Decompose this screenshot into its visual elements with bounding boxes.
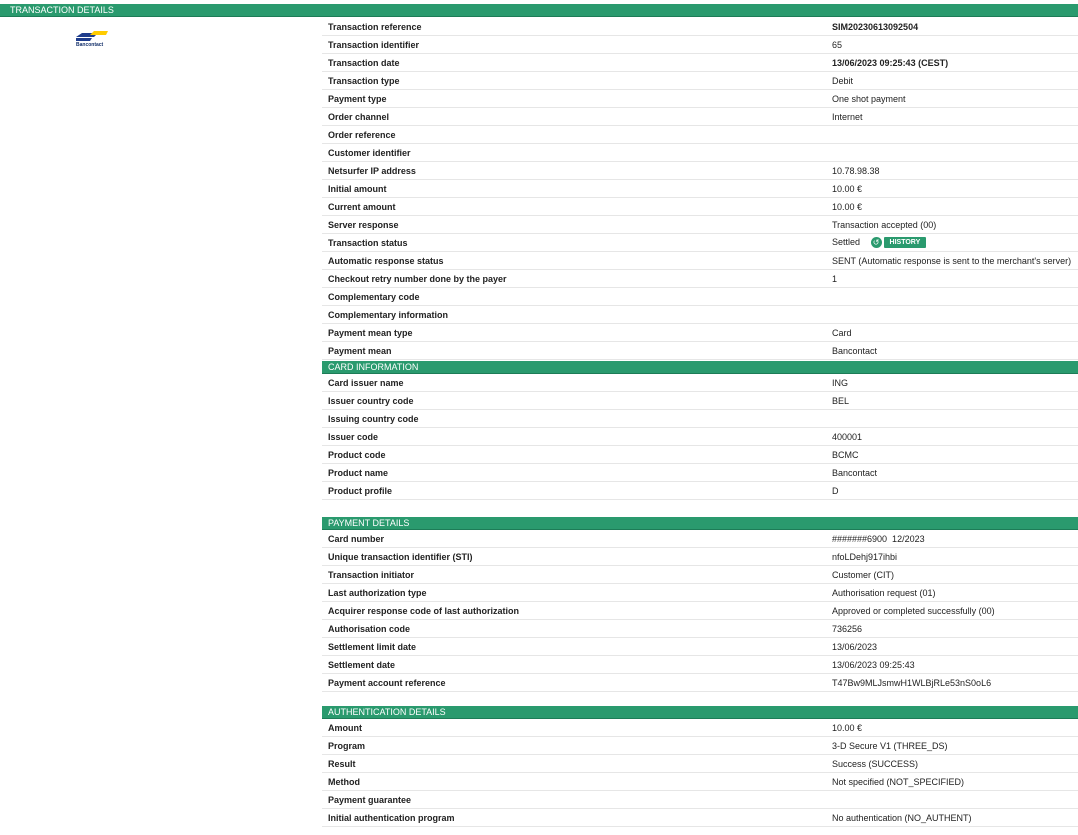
transaction-details-header: TRANSACTION DETAILS bbox=[0, 4, 1078, 17]
table-row bbox=[322, 584, 1078, 602]
bancontact-logo bbox=[76, 30, 108, 52]
row-value: Bancontact bbox=[832, 464, 1078, 482]
row-label: Complementary code bbox=[322, 288, 832, 306]
status-value: Settled bbox=[832, 236, 861, 247]
table-row bbox=[322, 530, 1078, 548]
table-row bbox=[322, 162, 1078, 180]
row-value: 10.00 € bbox=[832, 180, 1078, 198]
row-value: 3-D Secure V1 (THREE_DS) bbox=[832, 737, 1078, 755]
table-row bbox=[322, 36, 1078, 54]
table-row bbox=[322, 54, 1078, 72]
transaction-reference-link[interactable]: SIM20230613092504 bbox=[832, 18, 1078, 36]
row-label: Method bbox=[322, 773, 832, 791]
row-label: Netsurfer IP address bbox=[322, 162, 832, 180]
row-value: BEL bbox=[832, 392, 1078, 410]
table-row bbox=[322, 755, 1078, 773]
row-value: 400001 bbox=[832, 428, 1078, 446]
table-row bbox=[322, 90, 1078, 108]
row-label: Customer identifier bbox=[322, 144, 832, 162]
row-value: T47Bw9MLJsmwH1WLBjRLe53nS0oL6 bbox=[832, 674, 1078, 692]
row-value: 10.78.98.38 bbox=[832, 162, 1078, 180]
row-value: 13/06/2023 bbox=[832, 638, 1078, 656]
row-value: #######6900 12/2023 bbox=[832, 530, 1078, 548]
card-information-table bbox=[322, 374, 1078, 500]
table-row bbox=[322, 392, 1078, 410]
row-value bbox=[832, 410, 1078, 428]
row-value: Card bbox=[832, 324, 1078, 342]
authentication-details-table bbox=[322, 719, 1078, 827]
table-row bbox=[322, 446, 1078, 464]
table-row bbox=[322, 719, 1078, 737]
row-label: Payment type bbox=[322, 90, 832, 108]
payment-details-header: PAYMENT DETAILS bbox=[322, 517, 1078, 530]
row-label: Transaction status bbox=[322, 234, 832, 252]
row-value: 65 bbox=[832, 36, 1078, 54]
row-value bbox=[832, 306, 1078, 324]
row-value: Success (SUCCESS) bbox=[832, 755, 1078, 773]
row-label: Issuer country code bbox=[322, 392, 832, 410]
transaction-date-value: 13/06/2023 09:25:43 (CEST) bbox=[832, 54, 1078, 72]
table-row bbox=[322, 638, 1078, 656]
table-row bbox=[322, 656, 1078, 674]
row-value: Debit bbox=[832, 72, 1078, 90]
row-value: nfoLDehj917ihbi bbox=[832, 548, 1078, 566]
row-value: Approved or completed successfully (00) bbox=[832, 602, 1078, 620]
row-label: Last authorization type bbox=[322, 584, 832, 602]
table-row bbox=[322, 374, 1078, 392]
payment-details-section bbox=[322, 517, 1078, 692]
table-row bbox=[322, 72, 1078, 90]
row-label: Transaction type bbox=[322, 72, 832, 90]
table-row bbox=[322, 342, 1078, 360]
table-row bbox=[322, 809, 1078, 827]
row-label: Issuer code bbox=[322, 428, 832, 446]
row-value: 10.00 € bbox=[832, 719, 1078, 737]
row-value bbox=[832, 126, 1078, 144]
row-value: 10.00 € bbox=[832, 198, 1078, 216]
table-row bbox=[322, 548, 1078, 566]
row-value: Transaction accepted (00) bbox=[832, 216, 1078, 234]
row-value: Bancontact bbox=[832, 342, 1078, 360]
row-label: Payment mean type bbox=[322, 324, 832, 342]
table-row bbox=[322, 252, 1078, 270]
table-row bbox=[322, 198, 1078, 216]
row-label: Program bbox=[322, 737, 832, 755]
table-row bbox=[322, 674, 1078, 692]
row-label: Payment account reference bbox=[322, 674, 832, 692]
row-label: Settlement limit date bbox=[322, 638, 832, 656]
card-information-header: CARD INFORMATION bbox=[322, 361, 1078, 374]
row-value: 736256 bbox=[832, 620, 1078, 638]
row-label: Card issuer name bbox=[322, 374, 832, 392]
table-row bbox=[322, 464, 1078, 482]
table-row bbox=[322, 620, 1078, 638]
logo-label: Bancontact bbox=[76, 42, 104, 48]
row-label: Current amount bbox=[322, 198, 832, 216]
history-clock-icon[interactable]: ↺ bbox=[871, 237, 882, 248]
row-label: Product profile bbox=[322, 482, 832, 500]
row-label: Order reference bbox=[322, 126, 832, 144]
row-value: ING bbox=[832, 374, 1078, 392]
row-label: Server response bbox=[322, 216, 832, 234]
row-value bbox=[832, 791, 1078, 809]
row-label: Product code bbox=[322, 446, 832, 464]
table-row bbox=[322, 234, 1078, 252]
row-label: Complementary information bbox=[322, 306, 832, 324]
table-row bbox=[322, 602, 1078, 620]
row-value: Authorisation request (01) bbox=[832, 584, 1078, 602]
table-row bbox=[322, 306, 1078, 324]
row-label: Settlement date bbox=[322, 656, 832, 674]
row-label: Product name bbox=[322, 464, 832, 482]
row-label: Issuing country code bbox=[322, 410, 832, 428]
row-label: Order channel bbox=[322, 108, 832, 126]
row-label: Payment guarantee bbox=[322, 791, 832, 809]
history-button[interactable]: HISTORY bbox=[884, 237, 927, 248]
table-row bbox=[322, 566, 1078, 584]
transaction-status-cell bbox=[832, 234, 1078, 252]
authentication-details-header: AUTHENTICATION DETAILS bbox=[322, 706, 1078, 719]
table-row bbox=[322, 126, 1078, 144]
table-row bbox=[322, 180, 1078, 198]
table-row bbox=[322, 216, 1078, 234]
row-value bbox=[832, 144, 1078, 162]
table-row bbox=[322, 773, 1078, 791]
table-row bbox=[322, 144, 1078, 162]
row-label: Automatic response status bbox=[322, 252, 832, 270]
table-row bbox=[322, 324, 1078, 342]
row-label: Result bbox=[322, 755, 832, 773]
payment-details-table bbox=[322, 530, 1078, 692]
row-value: Customer (CIT) bbox=[832, 566, 1078, 584]
row-label: Initial amount bbox=[322, 180, 832, 198]
table-row bbox=[322, 482, 1078, 500]
row-value: 13/06/2023 09:25:43 bbox=[832, 656, 1078, 674]
table-row bbox=[322, 791, 1078, 809]
row-label: Authorisation code bbox=[322, 620, 832, 638]
row-label: Transaction identifier bbox=[322, 36, 832, 54]
transaction-section bbox=[322, 18, 1078, 360]
row-value: No authentication (NO_AUTHENT) bbox=[832, 809, 1078, 827]
row-value: Not specified (NOT_SPECIFIED) bbox=[832, 773, 1078, 791]
row-value: BCMC bbox=[832, 446, 1078, 464]
row-label: Card number bbox=[322, 530, 832, 548]
row-value: Internet bbox=[832, 108, 1078, 126]
table-row bbox=[322, 410, 1078, 428]
bancontact-logo-icon bbox=[76, 30, 108, 42]
row-label: Amount bbox=[322, 719, 832, 737]
table-row bbox=[322, 108, 1078, 126]
table-row bbox=[322, 428, 1078, 446]
table-row bbox=[322, 288, 1078, 306]
row-label: Transaction initiator bbox=[322, 566, 832, 584]
authentication-details-section bbox=[322, 706, 1078, 827]
table-row bbox=[322, 18, 1078, 36]
row-label: Unique transaction identifier (STI) bbox=[322, 548, 832, 566]
row-label: Acquirer response code of last authorization bbox=[322, 602, 832, 620]
table-row bbox=[322, 737, 1078, 755]
transaction-table bbox=[322, 18, 1078, 360]
row-value: D bbox=[832, 482, 1078, 500]
table-row bbox=[322, 270, 1078, 288]
row-label: Transaction reference bbox=[322, 18, 832, 36]
row-value: 1 bbox=[832, 270, 1078, 288]
card-information-section bbox=[322, 361, 1078, 500]
row-label: Checkout retry number done by the payer bbox=[322, 270, 832, 288]
row-label: Payment mean bbox=[322, 342, 832, 360]
row-label: Transaction date bbox=[322, 54, 832, 72]
row-label: Initial authentication program bbox=[322, 809, 832, 827]
row-value: SENT (Automatic response is sent to the merchant's server) bbox=[832, 252, 1078, 270]
row-value bbox=[832, 288, 1078, 306]
row-value: One shot payment bbox=[832, 90, 1078, 108]
